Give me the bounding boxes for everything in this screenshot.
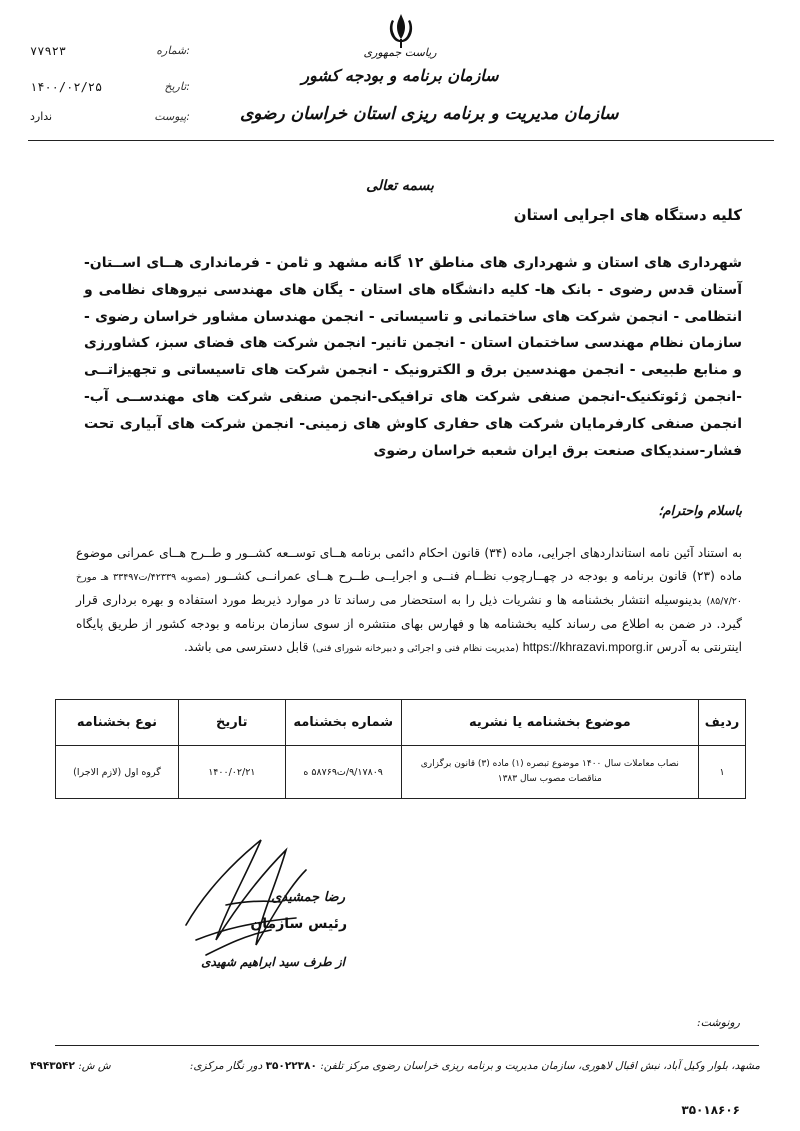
letter-date-row	[30, 80, 190, 96]
addressee: کلیه دستگاه های اجرایی استان	[513, 206, 742, 224]
header-divider	[28, 140, 774, 141]
presidency-title: ریاست جمهوری	[363, 46, 437, 59]
body-part-2: بدینوسیله انتشار بخشنامه ها و نشریات ذیل را به استحضار می رساند تا در موارد ذیربط مورد استفاده و بهره برداری قرار گیرد. در ضمن به اطلاع می رساند کلیه بخشنامه ها و فهارس بهای منتشره از سوی سازمان برنامه و بودجه کشور از طریق پایگاه اینترنتی به آدرس	[76, 593, 742, 654]
footer-postal-block	[30, 1060, 111, 1072]
letter-attachment-row	[30, 110, 190, 126]
greeting: باسلام واحترام؛	[658, 504, 742, 519]
cell-type: گروه اول (لازم الاجرا)	[56, 746, 179, 799]
letter-number-label: شماره:	[156, 44, 190, 57]
iran-emblem-icon	[386, 12, 416, 50]
document-code: ۳۵۰۱۸۶۰۶	[681, 1103, 740, 1117]
letter-attachment-label: پیوست:	[154, 110, 190, 123]
province-organization-title: سازمان مدیریت و برنامه ریزی استان خراسان رضوی	[240, 104, 619, 124]
col-header-row-number: ردیف	[699, 700, 746, 746]
cell-subject: نصاب معاملات سال ۱۴۰۰ موضوع تبصره (۱) ماده (۳) قانون برگزاری مناقصات مصوب سال ۱۳۸۳	[401, 746, 698, 799]
letter-number-value: ۷۷۹۲۳	[30, 44, 67, 58]
table-row	[56, 746, 746, 799]
signer-name: رضا جمشیدی	[271, 890, 345, 905]
approval-note: (مصوبه ۴۲۳۳۹/ت۳۳۴۹۷ هـ مورخ ۸۵/۷/۲۰)	[76, 572, 742, 607]
footer-postal-number: ۴۹۴۳۵۴۲	[30, 1060, 75, 1072]
signed-on-behalf: از طرف سید ابراهیم شهیدی	[201, 955, 345, 969]
footer-address-block	[190, 1060, 760, 1072]
footer-phone: ۳۵۰۲۲۳۸۰	[265, 1060, 317, 1072]
col-header-subject: موضوع بخشنامه یا نشریه	[401, 700, 698, 746]
letter-attachment-value: ندارد	[30, 110, 53, 123]
body-part-1: به استناد آئین نامه استانداردهای اجرایی، ماده (۳۴) قانون احکام دائمی برنامه هــای توســعه کشــور و طــرح هــای عمرانی موضوع ماده (۲۳) قانون برنامه و بودجه در چهــارچوب نظــام فنــی و اجرایــی طــرح هــای عمرانــی کشــور	[76, 546, 742, 583]
signer-title: رئیس سازمان	[250, 916, 347, 932]
website-link[interactable]: https://khrazavi.mporg.ir	[522, 640, 653, 654]
footer-divider	[55, 1045, 759, 1046]
letter-date-label: تاریخ:	[164, 80, 190, 93]
circulars-table	[55, 699, 746, 799]
table-header-row	[56, 700, 746, 746]
bismillah: بسمه تعالی	[366, 178, 434, 194]
footer-postal-label: ش ش:	[74, 1060, 111, 1072]
cell-number: ۹/۱۷۸۰۹/ت۵۸۷۶۹ ه	[285, 746, 401, 799]
letter-body	[76, 542, 742, 660]
organization-title: سازمان برنامه و بودجه کشور	[301, 66, 499, 85]
col-header-type: نوع بخشنامه	[56, 700, 179, 746]
recipients-list: شهرداری های استان و شهرداری های مناطق ۱۲ گانه مشهد و ثامن - فرمانداری هــای اســتان- آستان قدس رضوی - بانک ها- کلیه دانشگاه های استان - یگان های مهندسی نیروهای نظامی و انتظامی - انجمن شرکت های ساختمانی و تاسیساتی - انجمن مهندسان مشاور خراسان رضوی - سازمان نظام مهندسی ساختمان استان - انجمن تانیر- انجمن شرکت های فضای سبز، کشاورزی و منابع طبیعی - انجمن مهندسین برق و الکترونیک - انجمن شرکت های تاسیساتی و تجهیزاتــی -انجمن ژئوتکنیک-انجمن صنفی شرکت های ترافیکی-انجمن صنفی شرکت های مهندســی آب- انجمن صنفی کارفرمایان شرکت های حفاری کاوش های زمینی- انجمن شرکت های آبیاری تحت فشار-سندیکای صنعت برق ایران شعبه خراسان رضوی	[84, 255, 742, 459]
body-part-3: قابل دسترسی می باشد.	[183, 640, 313, 654]
cell-date: ۱۴۰۰/۰۲/۲۱	[178, 746, 285, 799]
footer-fax-label: دور نگار مرکزی:	[189, 1060, 266, 1072]
footer-address: مشهد، بلوار وکیل آباد، نبش اقبال لاهوری، سازمان مدیریت و برنامه ریزی خراسان رضوی مرکز تلفن:	[316, 1060, 760, 1072]
cc-label: رونوشت:	[696, 1016, 740, 1029]
cell-row-number: ۱	[699, 746, 746, 799]
letter-date-value: ۱۴۰۰/۰۲/۲۵	[30, 80, 103, 94]
url-note: (مدیریت نظام فنی و اجرائی و دبیرخانه شورای فنی)	[312, 643, 519, 654]
col-header-number: شماره بخشنامه	[285, 700, 401, 746]
letter-number-row	[30, 44, 190, 60]
col-header-date: تاریخ	[178, 700, 285, 746]
